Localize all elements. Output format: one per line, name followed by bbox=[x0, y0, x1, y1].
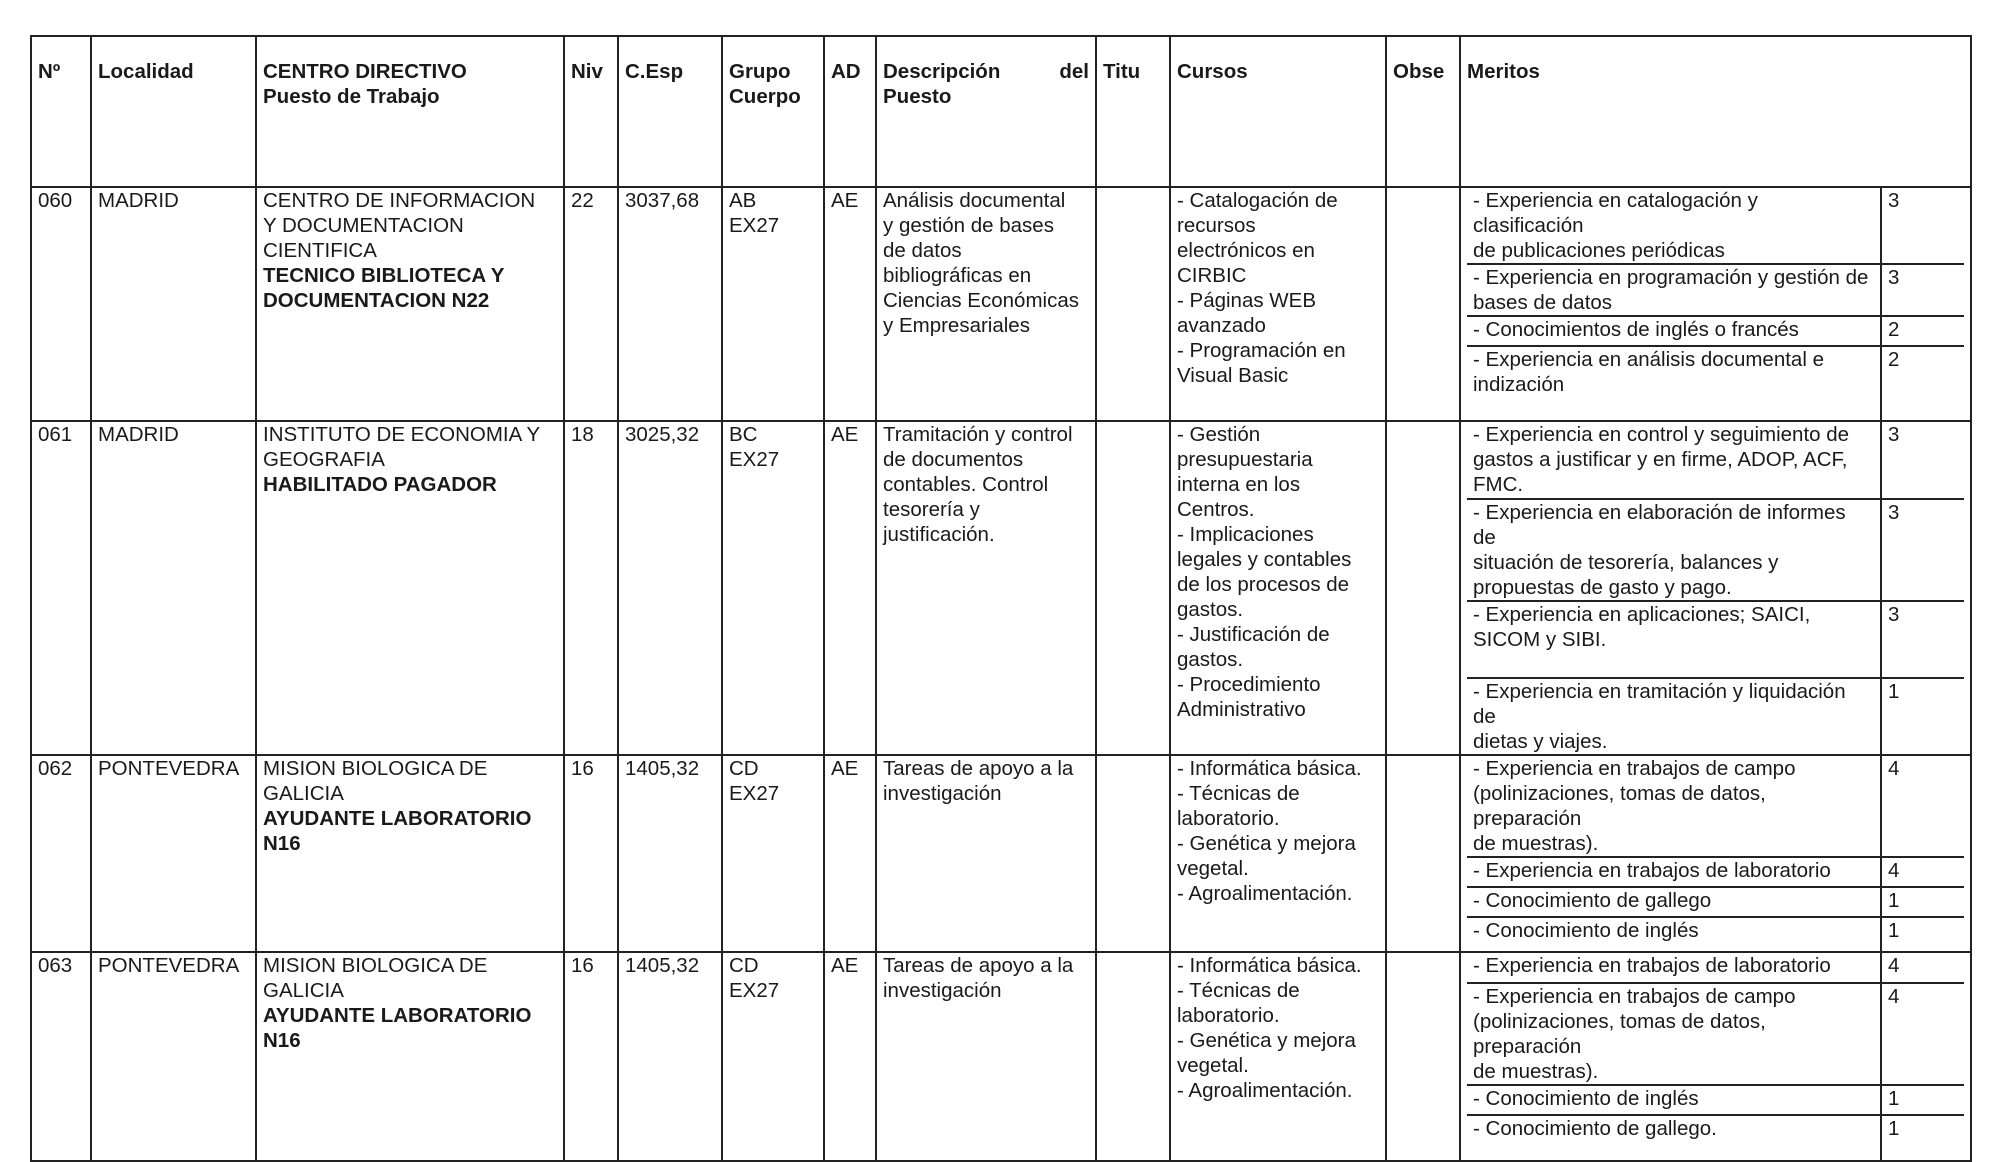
cell-obse bbox=[1386, 421, 1460, 755]
cell-num: 063 bbox=[31, 952, 91, 1161]
merit-row bbox=[1467, 601, 1964, 678]
cell-cursos-line: interna en los bbox=[1177, 473, 1301, 496]
merit-score: 1 bbox=[1881, 887, 1964, 917]
cell-titu bbox=[1096, 755, 1170, 952]
merit-text bbox=[1467, 422, 1881, 499]
merit-text-line: de muestras). bbox=[1473, 1060, 1599, 1083]
cell-centro bbox=[256, 187, 564, 421]
merit-row bbox=[1467, 499, 1964, 601]
merits-table bbox=[1467, 756, 1964, 951]
cell-cursos-line: presupuestaria bbox=[1177, 448, 1313, 471]
cell-desc-line: Análisis documental bbox=[883, 189, 1066, 212]
merit-text-line: - Experiencia en análisis documental e bbox=[1473, 348, 1824, 371]
header-titu: Titu bbox=[1096, 36, 1170, 187]
cell-cursos-line: - Páginas WEB bbox=[1177, 289, 1316, 312]
cell-niv: 16 bbox=[564, 755, 618, 952]
cell-obse bbox=[1386, 755, 1460, 952]
header-localidad: Localidad bbox=[91, 36, 256, 187]
cell-meritos bbox=[1460, 421, 1971, 755]
puesto-title-line: N16 bbox=[263, 832, 301, 855]
cell-desc bbox=[876, 952, 1096, 1161]
merit-text bbox=[1467, 756, 1881, 857]
cell-desc-line: investigación bbox=[883, 979, 1002, 1002]
cell-cursos-line: - Genética y mejora bbox=[1177, 1029, 1356, 1052]
merit-score: 1 bbox=[1881, 1115, 1964, 1160]
document-page bbox=[30, 35, 1970, 1162]
puesto-title-line: AYUDANTE LABORATORIO bbox=[263, 1004, 532, 1027]
cell-titu bbox=[1096, 421, 1170, 755]
merit-row bbox=[1467, 983, 1964, 1085]
merit-score: 2 bbox=[1881, 316, 1964, 346]
header-niv: Niv bbox=[564, 36, 618, 187]
cell-desc bbox=[876, 755, 1096, 952]
merit-text bbox=[1467, 188, 1881, 264]
merits-table bbox=[1467, 188, 1964, 420]
header-ad: AD bbox=[824, 36, 876, 187]
merit-score: 4 bbox=[1881, 756, 1964, 857]
cell-cursos-line: - Gestión bbox=[1177, 423, 1261, 446]
header-obse: Obse bbox=[1386, 36, 1460, 187]
cell-desc bbox=[876, 187, 1096, 421]
cell-centro-line: GEOGRAFIA bbox=[263, 448, 385, 471]
cell-desc-line: Ciencias Económicas bbox=[883, 289, 1079, 312]
merit-text bbox=[1467, 346, 1881, 420]
merit-text-line: - Experiencia en tramitación y liquidación de bbox=[1473, 680, 1846, 728]
merit-score: 4 bbox=[1881, 983, 1964, 1085]
cell-cursos-line: - Programación en bbox=[1177, 339, 1346, 362]
merit-text bbox=[1467, 316, 1881, 346]
merit-score: 2 bbox=[1881, 346, 1964, 420]
cell-niv: 18 bbox=[564, 421, 618, 755]
header-cesp: C.Esp bbox=[618, 36, 722, 187]
cell-num: 062 bbox=[31, 755, 91, 952]
cell-centro bbox=[256, 421, 564, 755]
cell-desc-line: de documentos bbox=[883, 448, 1024, 471]
cell-grupo-line: AB bbox=[729, 189, 757, 212]
cell-cursos-line: electrónicos en bbox=[1177, 239, 1315, 262]
positions-table bbox=[30, 35, 1972, 1162]
cell-num: 060 bbox=[31, 187, 91, 421]
cell-obse bbox=[1386, 952, 1460, 1161]
header-cursos: Cursos bbox=[1170, 36, 1386, 187]
merit-text bbox=[1467, 678, 1881, 754]
header-centro bbox=[256, 36, 564, 187]
merit-row bbox=[1467, 917, 1964, 951]
cell-cesp: 1405,32 bbox=[618, 952, 722, 1161]
merit-text-line: - Experiencia en programación y gestión de bbox=[1473, 266, 1869, 289]
cell-localidad: MADRID bbox=[91, 187, 256, 421]
cell-centro-line: CIENTIFICA bbox=[263, 239, 377, 262]
cell-cursos-line: - Técnicas de bbox=[1177, 782, 1300, 805]
cell-desc bbox=[876, 421, 1096, 755]
cell-desc-line: contables. Control bbox=[883, 473, 1049, 496]
cell-localidad: PONTEVEDRA bbox=[91, 952, 256, 1161]
header-meritos: Meritos bbox=[1460, 36, 1971, 187]
cell-desc-line: Tareas de apoyo a la bbox=[883, 954, 1074, 977]
merit-text-line: propuestas de gasto y pago. bbox=[1473, 576, 1732, 599]
header-row bbox=[31, 36, 1971, 187]
merit-row bbox=[1467, 346, 1964, 420]
cell-cursos-line: recursos bbox=[1177, 214, 1256, 237]
merit-score: 1 bbox=[1881, 678, 1964, 754]
merit-score: 3 bbox=[1881, 499, 1964, 601]
header-grupo bbox=[722, 36, 824, 187]
merit-text-line: dietas y viajes. bbox=[1473, 730, 1608, 753]
merit-text bbox=[1467, 887, 1881, 917]
cell-num: 061 bbox=[31, 421, 91, 755]
cell-centro-line: INSTITUTO DE ECONOMIA Y bbox=[263, 423, 541, 446]
merit-row bbox=[1467, 316, 1964, 346]
cell-niv: 22 bbox=[564, 187, 618, 421]
merit-text-line: - Conocimiento de gallego bbox=[1473, 889, 1712, 912]
cell-grupo bbox=[722, 187, 824, 421]
merit-text-line: - Experiencia en catalogación y clasificación bbox=[1473, 189, 1758, 237]
merit-row bbox=[1467, 887, 1964, 917]
cell-cursos-line: - Procedimiento bbox=[1177, 673, 1321, 696]
cell-meritos bbox=[1460, 952, 1971, 1161]
merit-row bbox=[1467, 422, 1964, 499]
merit-text-line: - Experiencia en control y seguimiento de bbox=[1473, 423, 1850, 446]
merit-row bbox=[1467, 188, 1964, 264]
cell-cursos-line: - Implicaciones bbox=[1177, 523, 1314, 546]
merit-text-line: - Conocimiento de inglés bbox=[1473, 919, 1699, 942]
merit-text-line: - Experiencia en trabajos de campo bbox=[1473, 757, 1796, 780]
cell-meritos bbox=[1460, 187, 1971, 421]
merit-text bbox=[1467, 601, 1881, 678]
cell-ad: AE bbox=[824, 952, 876, 1161]
merits-table bbox=[1467, 953, 1964, 1160]
merit-row bbox=[1467, 953, 1964, 983]
merit-row bbox=[1467, 857, 1964, 887]
cell-cursos bbox=[1170, 755, 1386, 952]
merit-score: 4 bbox=[1881, 953, 1964, 983]
header-centro-line: CENTRO DIRECTIVO bbox=[263, 60, 467, 83]
cell-cursos bbox=[1170, 952, 1386, 1161]
cell-cesp: 1405,32 bbox=[618, 755, 722, 952]
puesto-title-line: HABILITADO PAGADOR bbox=[263, 473, 497, 496]
merit-text-line: - Conocimiento de inglés bbox=[1473, 1087, 1699, 1110]
cell-cursos-line: de los procesos de bbox=[1177, 573, 1350, 596]
merit-text bbox=[1467, 264, 1881, 316]
cell-cursos-line: Administrativo bbox=[1177, 698, 1306, 721]
cell-grupo-line: EX27 bbox=[729, 448, 780, 471]
header-desc-word: Descripción bbox=[883, 60, 1001, 83]
header-num: Nº bbox=[31, 36, 91, 187]
merit-text-line: - Conocimientos de inglés o francés bbox=[1473, 318, 1799, 341]
header-grupo-line: Grupo bbox=[729, 60, 791, 83]
merit-score: 1 bbox=[1881, 1085, 1964, 1115]
cell-ad: AE bbox=[824, 187, 876, 421]
header-centro-line: Puesto de Trabajo bbox=[263, 85, 440, 108]
merit-text-line: situación de tesorería, balances y bbox=[1473, 551, 1779, 574]
merit-text-line: FMC. bbox=[1473, 473, 1524, 496]
header-grupo-line: Cuerpo bbox=[729, 85, 801, 108]
cell-cesp: 3037,68 bbox=[618, 187, 722, 421]
cell-cursos-line: - Agroalimentación. bbox=[1177, 882, 1353, 905]
merit-row bbox=[1467, 678, 1964, 754]
table-row bbox=[31, 952, 1971, 1161]
cell-centro-line: MISION BIOLOGICA DE bbox=[263, 954, 488, 977]
merit-text-line: - Experiencia en trabajos de campo bbox=[1473, 985, 1796, 1008]
cell-desc-line: justificación. bbox=[883, 523, 995, 546]
cell-cursos-line: gastos. bbox=[1177, 648, 1244, 671]
merit-score: 4 bbox=[1881, 857, 1964, 887]
merit-text-line: - Experiencia en elaboración de informes de bbox=[1473, 501, 1846, 549]
cell-grupo-line: BC bbox=[729, 423, 758, 446]
merit-text-line: - Experiencia en trabajos de laboratorio bbox=[1473, 954, 1831, 977]
merit-text bbox=[1467, 499, 1881, 601]
cell-cursos bbox=[1170, 421, 1386, 755]
puesto-title-line: DOCUMENTACION N22 bbox=[263, 289, 490, 312]
header-desc-word: del bbox=[1059, 60, 1089, 83]
merit-text bbox=[1467, 857, 1881, 887]
cell-grupo-line: CD bbox=[729, 954, 759, 977]
cell-cursos-line: vegetal. bbox=[1177, 1054, 1249, 1077]
header-desc bbox=[876, 36, 1096, 187]
merit-text bbox=[1467, 917, 1881, 951]
cell-cursos bbox=[1170, 187, 1386, 421]
cell-centro-line: GALICIA bbox=[263, 979, 344, 1002]
cell-desc-line: y gestión de bases bbox=[883, 214, 1054, 237]
cell-cesp: 3025,32 bbox=[618, 421, 722, 755]
table-row bbox=[31, 187, 1971, 421]
merit-score: 3 bbox=[1881, 264, 1964, 316]
cell-cursos-line: avanzado bbox=[1177, 314, 1266, 337]
merit-row bbox=[1467, 756, 1964, 857]
cell-cursos-line: - Genética y mejora bbox=[1177, 832, 1356, 855]
merit-row bbox=[1467, 1115, 1964, 1160]
cell-grupo bbox=[722, 421, 824, 755]
cell-cursos-line: Centros. bbox=[1177, 498, 1255, 521]
merit-score: 3 bbox=[1881, 188, 1964, 264]
cell-cursos-line: - Técnicas de bbox=[1177, 979, 1300, 1002]
cell-desc-line: Tramitación y control bbox=[883, 423, 1073, 446]
merit-score: 3 bbox=[1881, 422, 1964, 499]
cell-cursos-line: - Justificación de bbox=[1177, 623, 1330, 646]
cell-centro-line: GALICIA bbox=[263, 782, 344, 805]
cell-obse bbox=[1386, 187, 1460, 421]
header-desc-word: Puesto bbox=[883, 85, 952, 108]
merit-text-line: bases de datos bbox=[1473, 291, 1613, 314]
merit-text-line: - Conocimiento de gallego. bbox=[1473, 1117, 1717, 1140]
table-row bbox=[31, 421, 1971, 755]
puesto-title-line: AYUDANTE LABORATORIO bbox=[263, 807, 532, 830]
cell-grupo-line: EX27 bbox=[729, 782, 780, 805]
cell-cursos-line: - Informática básica. bbox=[1177, 757, 1362, 780]
cell-centro-line: Y DOCUMENTACION bbox=[263, 214, 464, 237]
merit-text-line: gastos a justificar y en firme, ADOP, ACF, bbox=[1473, 448, 1848, 471]
merit-text bbox=[1467, 983, 1881, 1085]
cell-localidad: PONTEVEDRA bbox=[91, 755, 256, 952]
merit-text bbox=[1467, 1115, 1881, 1160]
cell-localidad: MADRID bbox=[91, 421, 256, 755]
cell-titu bbox=[1096, 952, 1170, 1161]
merit-score: 1 bbox=[1881, 917, 1964, 951]
cell-grupo-line: EX27 bbox=[729, 214, 780, 237]
cell-centro bbox=[256, 755, 564, 952]
puesto-title-line: TECNICO BIBLIOTECA Y bbox=[263, 264, 505, 287]
cell-centro-line: MISION BIOLOGICA DE bbox=[263, 757, 488, 780]
merit-text-line: de publicaciones periódicas bbox=[1473, 239, 1725, 262]
cell-centro bbox=[256, 952, 564, 1161]
cell-desc-line: investigación bbox=[883, 782, 1002, 805]
cell-grupo-line: EX27 bbox=[729, 979, 780, 1002]
merit-text-line: (polinizaciones, tomas de datos, preparación bbox=[1473, 782, 1766, 830]
cell-desc-line: de datos bbox=[883, 239, 962, 262]
cell-cursos-line: gastos. bbox=[1177, 598, 1244, 621]
cell-cursos-line: legales y contables bbox=[1177, 548, 1352, 571]
merit-text-line: (polinizaciones, tomas de datos, preparación bbox=[1473, 1010, 1766, 1058]
cell-cursos-line: laboratorio. bbox=[1177, 1004, 1280, 1027]
cell-cursos-line: - Catalogación de bbox=[1177, 189, 1338, 212]
cell-ad: AE bbox=[824, 421, 876, 755]
cell-cursos-line: vegetal. bbox=[1177, 857, 1249, 880]
merits-table bbox=[1467, 422, 1964, 754]
cell-niv: 16 bbox=[564, 952, 618, 1161]
merit-text bbox=[1467, 953, 1881, 983]
cell-grupo bbox=[722, 952, 824, 1161]
cell-grupo-line: CD bbox=[729, 757, 759, 780]
cell-desc-line: y Empresariales bbox=[883, 314, 1030, 337]
cell-cursos-line: - Informática básica. bbox=[1177, 954, 1362, 977]
cell-cursos-line: Visual Basic bbox=[1177, 364, 1289, 387]
cell-titu bbox=[1096, 187, 1170, 421]
cell-centro-line: CENTRO DE INFORMACION bbox=[263, 189, 536, 212]
puesto-title-line: N16 bbox=[263, 1029, 301, 1052]
merit-text-line: - Experiencia en trabajos de laboratorio bbox=[1473, 859, 1831, 882]
merit-text-line: de muestras). bbox=[1473, 832, 1599, 855]
merit-row bbox=[1467, 264, 1964, 316]
cell-cursos-line: CIRBIC bbox=[1177, 264, 1247, 287]
merit-text-line: - Experiencia en aplicaciones; SAICI, bbox=[1473, 603, 1811, 626]
cell-grupo bbox=[722, 755, 824, 952]
cell-desc-line: tesorería y bbox=[883, 498, 980, 521]
cell-ad: AE bbox=[824, 755, 876, 952]
table-row bbox=[31, 755, 1971, 952]
cell-desc-line: bibliográficas en bbox=[883, 264, 1032, 287]
cell-cursos-line: laboratorio. bbox=[1177, 807, 1280, 830]
merit-text-line: SICOM y SIBI. bbox=[1473, 628, 1607, 651]
cell-cursos-line: - Agroalimentación. bbox=[1177, 1079, 1353, 1102]
merit-text-line: indización bbox=[1473, 373, 1565, 396]
cell-desc-line: Tareas de apoyo a la bbox=[883, 757, 1074, 780]
cell-meritos bbox=[1460, 755, 1971, 952]
merit-score: 3 bbox=[1881, 601, 1964, 678]
